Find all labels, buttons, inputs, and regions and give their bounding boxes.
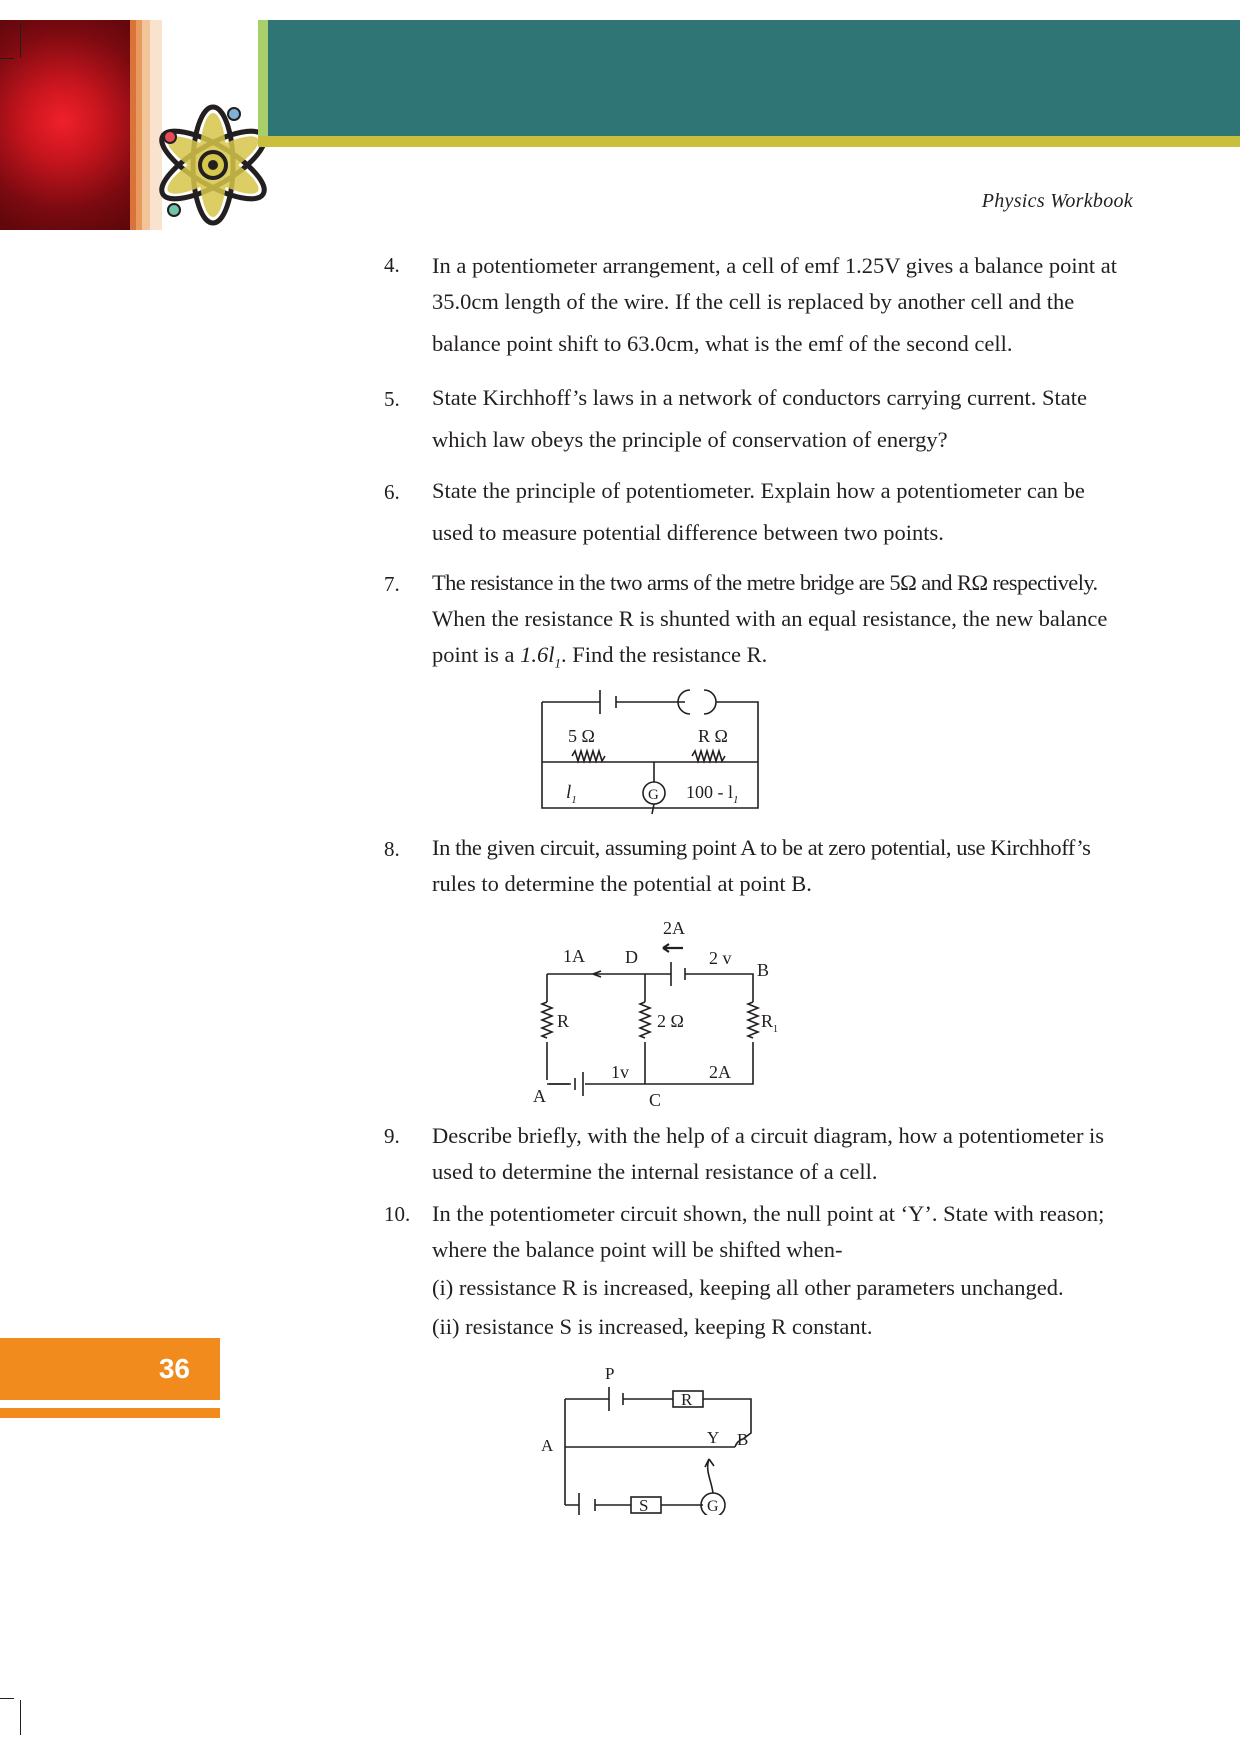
question-text xyxy=(432,565,1132,682)
question-line: which law obeys the principle of conservation of energy? xyxy=(432,427,948,452)
label-res-right-symbol: R xyxy=(761,1011,774,1031)
header-green-edge xyxy=(258,20,268,136)
question-line-part: point is a xyxy=(432,642,521,667)
question-line: State the principle of potentiometer. Explain how a potentiometer can be xyxy=(432,478,1085,503)
question-line-part: . Find the resistance R. xyxy=(561,642,768,667)
label-r-ohm: R Ω xyxy=(698,726,728,746)
label-5-ohm: 5 Ω xyxy=(568,726,595,746)
question-text xyxy=(432,473,1132,551)
label-node-a: A xyxy=(533,1086,546,1106)
question-line: State Kirchhoff’s laws in a network of conductors carrying current. State xyxy=(432,385,1088,410)
crop-mark xyxy=(0,1698,14,1699)
crop-mark xyxy=(20,1700,21,1735)
math-subscript: 1 xyxy=(554,655,562,671)
question-text xyxy=(432,1118,1132,1190)
label-length-right-sub: 1 xyxy=(733,794,739,806)
question-text xyxy=(432,830,1132,902)
label-node-c: C xyxy=(649,1090,662,1110)
label-top-current: 2A xyxy=(663,918,685,938)
label-res-mid: 2 Ω xyxy=(657,1011,684,1031)
label-r: R xyxy=(681,1390,693,1409)
question-line: In a potentiometer arrangement, a cell of emf 1.25V gives a balance point at xyxy=(432,253,1117,278)
label-length-right xyxy=(686,782,739,806)
question-number: 9. xyxy=(384,1124,400,1148)
question-line xyxy=(432,637,1132,682)
question-text xyxy=(432,248,1132,362)
question-line: The resistance in the two arms of the metre bridge are 5Ω and RΩ respectively. xyxy=(432,570,1098,595)
label-length-left-sub: 1 xyxy=(571,794,577,806)
running-header-title: Physics Workbook xyxy=(981,190,1133,212)
question-line: In the potentiometer circuit shown, the null point at ‘Y’. State with reason; xyxy=(432,1201,1105,1226)
label-b: B xyxy=(737,1430,749,1449)
label-p: P xyxy=(605,1364,615,1383)
label-left-current: 1A xyxy=(563,946,585,966)
question-line: Describe briefly, with the help of a circuit diagram, how a potentiometer is xyxy=(432,1123,1105,1148)
question-number: 6. xyxy=(384,480,400,504)
question-number: 7. xyxy=(384,572,400,596)
question-line: where the balance point will be shifted when- xyxy=(432,1237,843,1262)
question-line: balance point shift to 63.0cm, what is the emf of the second cell. xyxy=(432,331,1013,356)
question-number: 5. xyxy=(384,387,400,411)
label-bottom-cell: 1v xyxy=(611,1062,629,1082)
label-top-cell: 2 v xyxy=(709,948,732,968)
label-res-right-sub: 1 xyxy=(773,1024,779,1035)
header-yellow-bar xyxy=(258,136,1240,147)
sub-item: (i) ressistance R is increased, keeping all other parameters unchanged. xyxy=(432,1275,1064,1300)
question-line: 35.0cm length of the wire. If the cell is replaced by another cell and the xyxy=(432,289,1075,314)
label-y: Y xyxy=(707,1428,720,1447)
question-line: used to measure potential difference between two points. xyxy=(432,520,944,545)
question-line: used to determine the internal resistance of a cell. xyxy=(432,1159,878,1184)
question-line: When the resistance R is shunted with an equal resistance, the new balance xyxy=(432,606,1108,631)
label-length-left-symbol: l xyxy=(566,782,572,803)
math-expression: 1.6l xyxy=(520,642,555,667)
question-line: rules to determine the potential at point B. xyxy=(432,871,812,896)
metre-bridge-diagram xyxy=(530,680,770,815)
label-node-d: D xyxy=(625,947,638,967)
label-g: G xyxy=(707,1498,719,1515)
question-line: In the given circuit, assuming point A to be at zero potential, use Kirchhoff’s xyxy=(432,835,1091,860)
label-length-left xyxy=(566,782,577,806)
label-res-right xyxy=(761,1011,778,1035)
crop-mark xyxy=(20,22,21,58)
question-number: 4. xyxy=(384,253,400,277)
header-teal-bar xyxy=(258,20,1240,136)
sub-item: (ii) resistance S is increased, keeping R constant. xyxy=(432,1314,873,1339)
question-text xyxy=(432,380,1132,458)
label-s: S xyxy=(639,1496,649,1515)
question-number: 10. xyxy=(384,1202,411,1226)
label-res-left: R xyxy=(557,1011,570,1031)
question-number: 8. xyxy=(384,837,400,861)
question-text xyxy=(432,1196,1132,1268)
crop-mark xyxy=(0,58,14,59)
potentiometer-circuit-diagram xyxy=(535,1355,765,1515)
page-number-tab: 36 xyxy=(0,1338,220,1400)
label-node-b: B xyxy=(757,960,770,980)
page-tab-underline xyxy=(0,1408,220,1418)
label-a: A xyxy=(541,1436,554,1455)
galvanometer-label: G xyxy=(648,787,659,803)
kirchhoff-circuit-diagram xyxy=(525,912,800,1112)
label-length-right-expression: 100 - l xyxy=(686,782,733,802)
label-bottom-current: 2A xyxy=(709,1062,731,1082)
